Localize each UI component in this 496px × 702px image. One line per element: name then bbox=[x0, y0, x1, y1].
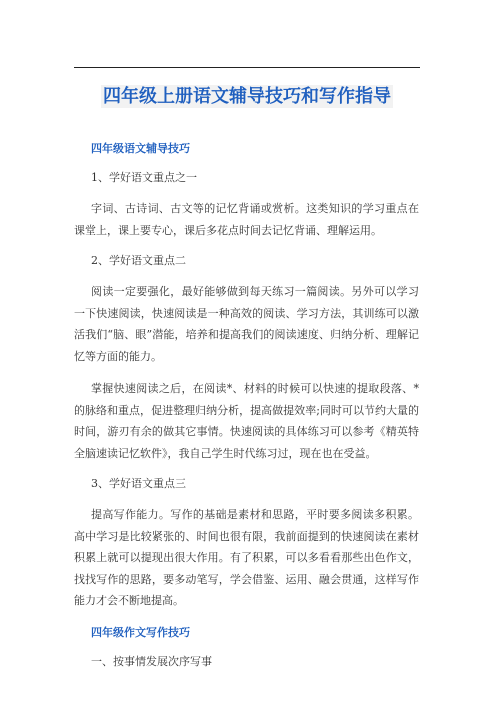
section-heading: 四年级语文辅导技巧 bbox=[91, 142, 190, 155]
subheading: 一、按事情发展次序写事 bbox=[91, 654, 212, 668]
section-heading: 四年级作文写作技巧 bbox=[91, 625, 190, 639]
subheading: 3、学好语文重点三 bbox=[91, 477, 186, 490]
paragraph: 掌握快速阅读之后，在阅读*、材料的时候可以快速的提取段落、*的脉络和重点，促进整理归纳分析，提高做提效率;同时可以节约大量的时间，游刃有余的做其它事情。快速阅读的具体练习可以参考《精英特全脑速读记忆软件》，我自己学生时代练习过，现在也在受益。 bbox=[74, 382, 419, 460]
paragraph: 阅读一定要强化，最好能够做到每天练习一篇阅读。另外可以学习一下快速阅读，快速阅读是一种高效的阅读、学习方法，其训练可以激活我们“脑、眼”潜能，培养和提高我们的阅读速度、归纳分析、理解记忆等方面的能力。 bbox=[74, 285, 419, 363]
paragraph: 字词、古诗词、古文等的记忆背诵或赏析。这类知识的学习重点在课堂上，课上要专心，课后多花点时间去记忆背诵、理解运用。 bbox=[74, 202, 419, 237]
subheading: 1、学好语文重点之一 bbox=[91, 171, 197, 184]
page-title: 四年级上册语文辅导技巧和写作指导 bbox=[103, 86, 391, 107]
paragraph: 提高写作能力。写作的基础是素材和思路，平时要多阅读多积累。高中学习是比较紧张的、时间也很有限，我前面提到的快速阅读在素材积累上就可以提现出很大作用。有了积累，可以多看看那些出色作文，找找写作的思路，要多动笔写，学会借鉴、运用、融会贯通，这样写作能力才会不断地提高。 bbox=[74, 508, 419, 607]
top-divider bbox=[74, 67, 420, 68]
document-body bbox=[74, 140, 419, 682]
subheading: 2、学好语文重点二 bbox=[91, 254, 186, 267]
